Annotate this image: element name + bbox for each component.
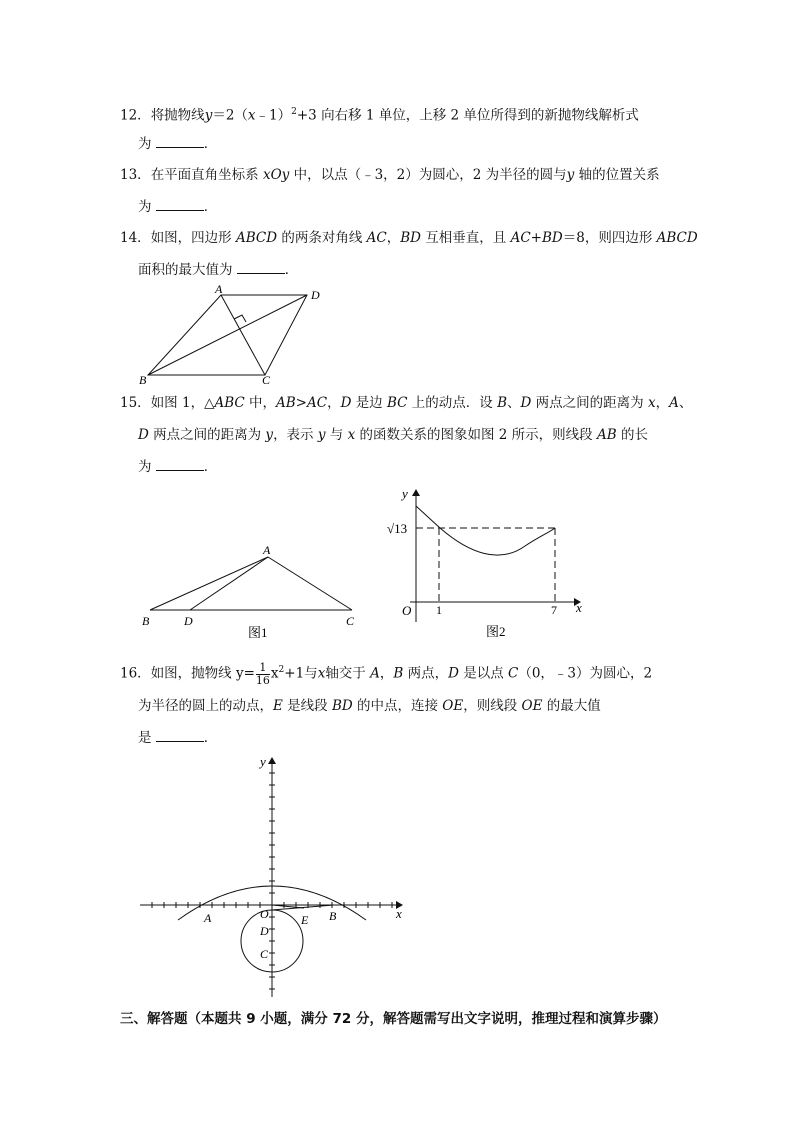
label-d: D [184, 614, 193, 628]
q12-line2: 为 ． [138, 136, 218, 152]
label-b: B [139, 373, 147, 387]
answer-blank[interactable] [156, 729, 204, 742]
y-axis-label: y [260, 754, 266, 769]
answer-blank[interactable] [237, 261, 285, 274]
origin-label: O [402, 603, 412, 618]
q13-line1: 13．在平面直角坐标系 xOy 中，以点（﹣3，2）为圆心，2 为半径的圆与y 轴的位置关系 [120, 167, 660, 183]
side-ac [268, 557, 352, 610]
function-curve [416, 506, 555, 555]
label-d: D [311, 288, 320, 302]
label-c: C [262, 373, 271, 387]
answer-blank[interactable] [156, 198, 204, 211]
q16-line2: 为半径的圆上的动点，E 是线段 BD 的中点，连接 OE，则线段 OE 的最大值 [138, 698, 601, 714]
figure-caption: 图1 [248, 625, 268, 640]
label-c: C [260, 947, 269, 961]
x-axis-label: x [576, 600, 582, 615]
q13-line2: 为 ． [138, 199, 218, 215]
x-axis-label: x [396, 906, 402, 921]
label-b: B [142, 614, 150, 628]
tick-7-label: 7 [551, 603, 557, 617]
label-a: A [204, 911, 212, 925]
label-e: E [301, 913, 309, 927]
q15-line2: D 两点之间的距离为 y，表示 y 与 x 的函数关系的图象如图 2 所示，则线段 AB 的长 [138, 427, 648, 443]
figure-caption: 图2 [486, 624, 506, 639]
label-b: B [329, 909, 337, 923]
answer-blank[interactable] [156, 458, 204, 471]
q15-figure1 [138, 540, 378, 650]
answer-blank[interactable] [156, 135, 204, 148]
q14-line2: 面积的最大值为 ． [138, 262, 299, 278]
q15-line1: 15．如图 1，△ABC 中，AB>AC，D 是边 BC 上的动点．设 B、D 两点之间的距离为 x，A、 [120, 395, 693, 411]
label-d: D [260, 924, 269, 938]
label-a: A [263, 543, 271, 557]
section-heading: 三、解答题（本题共 9 小题，满分 72 分，解答题需写出文字说明，推理过程和演算步骤） [120, 1011, 667, 1027]
origin-label: O [260, 907, 269, 921]
q12-line1: 12．将抛物线y＝2（x﹣1）$^2$+3 向右移 1 单位，上移 2 单位所得到的新抛物线解析式 [120, 107, 639, 124]
side-ab [150, 557, 268, 610]
sqrt13-label: √13 [387, 521, 408, 536]
q16-line1: 16．如图，抛物线 y= $\frac{1}{16}$ $x^2+1$与x轴交于 A，B 两点，D 是以点 C（0，﹣3）为圆心，2 [120, 660, 653, 687]
q14-line1: 14．如图，四边形 ABCD 的两条对角线 AC，BD 互相垂直，且 AC+BD＝8，则四边形 ABCD [120, 230, 698, 246]
segment-ad [190, 557, 268, 610]
y-axis-label: y [402, 486, 408, 501]
q15-figure2 [380, 484, 600, 644]
label-c: C [346, 614, 355, 628]
tick-1-label: 1 [436, 603, 442, 617]
q16-line3: 是 ． [138, 730, 218, 746]
q14-figure [135, 282, 335, 387]
q15-line3: 为 ． [138, 459, 218, 475]
label-a: A [215, 282, 223, 296]
fraction: $\frac{1}{16}$ [255, 660, 270, 687]
q16-figure [130, 752, 420, 1002]
